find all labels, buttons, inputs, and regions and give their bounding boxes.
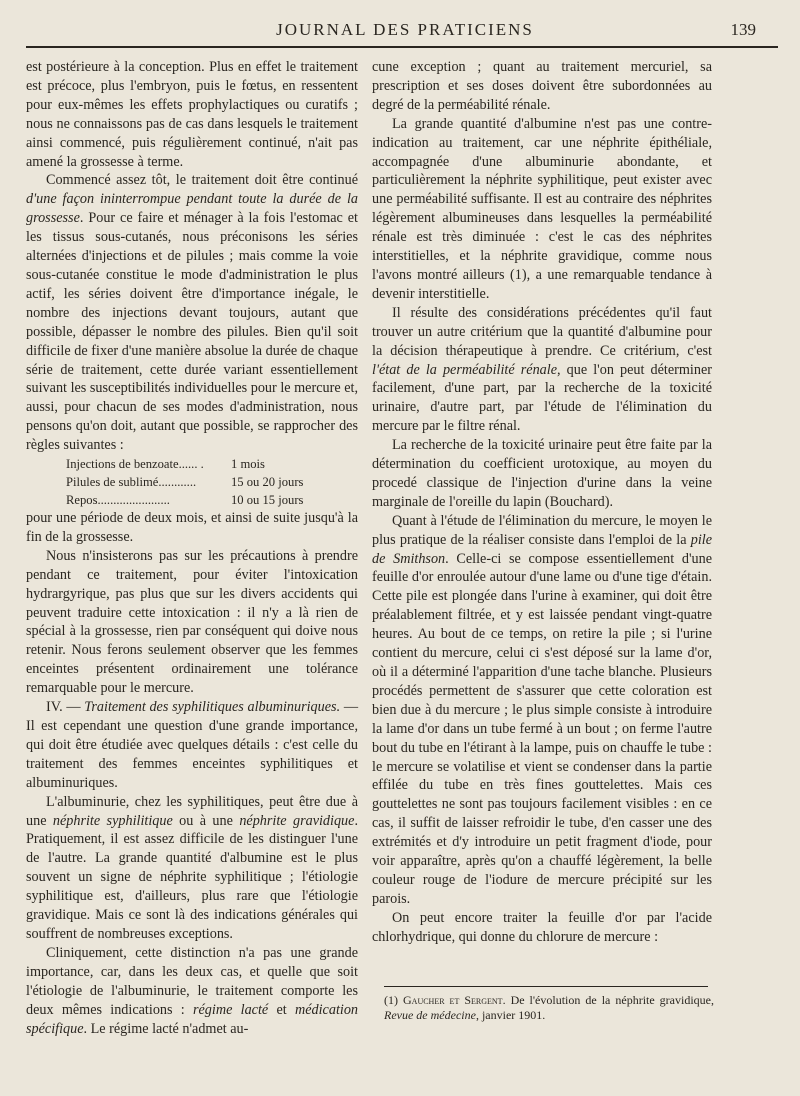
dosage-name: Pilules de sublimé............ (66, 475, 197, 490)
right-paragraph-5 (372, 512, 712, 909)
left-column (26, 58, 358, 1038)
right-paragraph-3 (372, 304, 712, 436)
text-run: . Le régime lacté n'admet au- (83, 1020, 249, 1037)
footnote-rule (384, 986, 708, 987)
italic-run: l'état de la perméabilité rénale (372, 361, 558, 378)
dosage-row (26, 491, 358, 509)
text-run: . Pratiquement, il est assez difficile de les distinguer l'une de l'autre. La grande quantité d'albumine est le plus souvent un signe de néphrite syphilitique ; l'étiologie syphilitique est, d'ailleurs, plus rare que l'étiologie gravidique. Mais ce sont là des indications générales qui souffrent de nombreuses exceptions. (26, 812, 358, 942)
footnote (384, 993, 714, 1023)
text-run: . Celle-ci se compose essentiellement d'une feuille d'or enroulée autour d'une lame ou d'une tige d'étain. Cette pile est plongée dans l'urine à examiner, qui doit être préalablement filtrée, et y est laissée pendant vingt-quatre heures. Au bout de ce temps, on retire la pile ; si l'urine contient du mercure, celui ci s'est déposé sur la lame d'or, où il a déterminé l'apparition d'une tache blanche. Plusieurs procédés permettent de s'assurer que cette coloration est bien due à du mercure ; le plus simple consiste à introduire la lame d'or dans un tube fermé à un bout ; on ferme l'autre bout du tube en l'étirant à la lampe, puis on chauffe le tube : le mercure se volatilise et vient se condenser dans la partie effilée du tube en très fines gouttelettes. Mais ces gouttelettes ne sont pas toujours facilement visibles : en ce cas, il suffit de laisser refroidir le tube, d'en casser une des extrémités et d'y introduire un petit fragment d'iode, pour voir apparaître, après qu'on a chauffé légèrement, la belle couleur rouge de l'iodure de mercure précipité sur les parois. (372, 550, 713, 907)
page-header (30, 20, 780, 46)
dosage-name: Repos....................... (66, 493, 170, 508)
text-run: IV. — (46, 699, 85, 716)
text-run: L'albuminurie, chez les syphilitiques, peut être due à une (26, 793, 358, 829)
italic-run: pile de Smithson (372, 531, 712, 567)
italic-run: régime lacté (192, 1001, 269, 1018)
right-paragraph-6: On peut encore traiter la feuille d'or par l'acide chlorhydrique, qui donne du chlorure de mercure : (372, 909, 712, 945)
right-paragraph-4: La recherche de la toxicité urinaire peut être faite par la détermination du coefficient urotoxique, au moyen du procedé classique de l'injection d'urine dans la veine marginale de l'oreille du lapin (Bouchard). (372, 437, 712, 510)
text-run: — Il est cependant une question d'une grande importance, qui doit être étudiée avec quelques détails : c'est celle du traitement des femmes enceintes syphilitiques et albuminuriques. (26, 699, 359, 791)
dosage-table (26, 455, 358, 509)
text-run: Commencé assez tôt, le traitement doit être continué (46, 172, 358, 189)
text-run: Il résulte des considérations précédentes qu'il faut trouver un autre critérium que la quantité d'albumine pour la décision thérapeutique à prendre. Ce critérium, c'est (372, 304, 712, 359)
left-paragraph-3: pour une période de deux mois, et ainsi de suite jusqu'à la fin de la grossesse. (26, 510, 358, 545)
text-run: Cliniquement, cette distinction n'a pas une grande importance, car, dans les deux cas, et quelle que soit l'étiologie de l'albuminurie, le traitement comporte les deux mêmes indications : (26, 944, 358, 1018)
italic-run: d'une façon ininterrompue pendant toute la durée de la grossesse (26, 191, 358, 227)
journal-title: JOURNAL DES PRATICIENS (276, 20, 534, 39)
text-run: , janvier 1901. (475, 1008, 546, 1022)
text-run: . Pour ce faire et ménager à la fois l'estomac et les tissus sous-cutanés, nous préconisons les séries alternées d'injections et de pilules ; mais comme la voie sous-cutanée constitue le mode d'administration le plus actif, les séries doivent être d'importance inégale, le nombre des injections devant toujours, autant que possible, dépasser le nombre des pilules. Bien qu'il soit difficile de fixer d'une manière absolue la durée de chaque série de traitement, cette durée variant essentiellement suivant les susceptibilités individuelles pour le mercure et, aussi, pour chacun de ses modes d'administration, nous pensons qu'on doit, autant que possible, se rapprocher des règles suivantes : (26, 210, 358, 454)
right-paragraph-2: La grande quantité d'albumine n'est pas une contre-indication au traitement, car une néphrite épithéliale, accompagnée d'une albuminurie abondante, et particulièrement la néphrite syphilitique, peut exister avec une perméabilité suffisante. Il est au contraire des néphrites légèrement albumineuses dans lesquelles la perméabilité rénale est très diminuée : c'est le cas des néphrites interstitielles, et la néphrite gravidique, comme nous l'avons montré ailleurs (1), a une remarquable tendance à devenir interstitielle. (372, 115, 712, 302)
dosage-value: 1 mois (231, 457, 265, 472)
section-heading: Traitement des syphilitiques albuminuriques. (84, 699, 341, 716)
italic-run: néphrite gravidique (239, 812, 355, 829)
text-run: et (268, 1001, 295, 1018)
left-paragraph-1: est postérieure à la conception. Plus en effet le traitement est précoce, plus l'embryon, puis le fœtus, en ressentent pour eux-mêmes les effets prophylactiques ou curatifs ; nous ne connaissons pas de cas dans lesquels le traitement ainsi commencé, puis régulièrement continué, n'ait pas amené la grossesse à terme. (26, 59, 358, 170)
italic-run: néphrite syphilitique (52, 812, 173, 829)
footnote-marker: (1) (384, 993, 403, 1007)
left-paragraph-5 (26, 698, 358, 793)
page-number: 139 (730, 20, 756, 39)
dosage-name: Injections de benzoate...... . (66, 457, 204, 472)
text-run: . De l'évolution de la néphrite gravidique, (502, 993, 714, 1007)
text-run: Quant à l'étude de l'élimination du mercure, le moyen le plus pratique de la réaliser consiste dans l'emploi de la (372, 512, 712, 548)
text-run: ou à une (172, 812, 240, 829)
footnote-authors: Gaucher et Sergent (403, 993, 503, 1007)
left-paragraph-6 (26, 793, 358, 944)
header-rule (26, 46, 778, 48)
left-paragraph-4: Nous n'insisterons pas sur les précautions à prendre pendant ce traitement, pour éviter l'intoxication hydrargyrique, pas plus que sur les divers accidents qui peuvent traduire cette intoxication : il n'y a là rien de spécial à la grossesse, rien par conséquent qui doive nous retenir. Nous ferons seulement observer que les femmes enceintes présentent ordinairement une tolérance remarquable pour le mercure. (26, 547, 358, 697)
dosage-row (26, 455, 358, 473)
italic-run: médication spécifique (26, 1001, 359, 1037)
dosage-row (26, 473, 358, 491)
right-column (372, 58, 712, 947)
dosage-value: 15 ou 20 jours (231, 475, 304, 490)
left-paragraph-7 (26, 944, 358, 1039)
footnote-journal: Revue de médecine (384, 1008, 476, 1022)
right-paragraph-1: cune exception ; quant au traitement mercuriel, sa prescription et ses doses doivent être subordonnées au degré de la perméabilité rénale. (372, 59, 712, 113)
dosage-value: 10 ou 15 jours (231, 493, 304, 508)
text-run: , que l'on peut déterminer facilement, d'une part, par la recherche de la toxicité urinaire, d'autre part, par l'étude de l'élimination du mercure par le filtre rénal. (372, 361, 712, 435)
left-paragraph-2 (26, 171, 358, 455)
